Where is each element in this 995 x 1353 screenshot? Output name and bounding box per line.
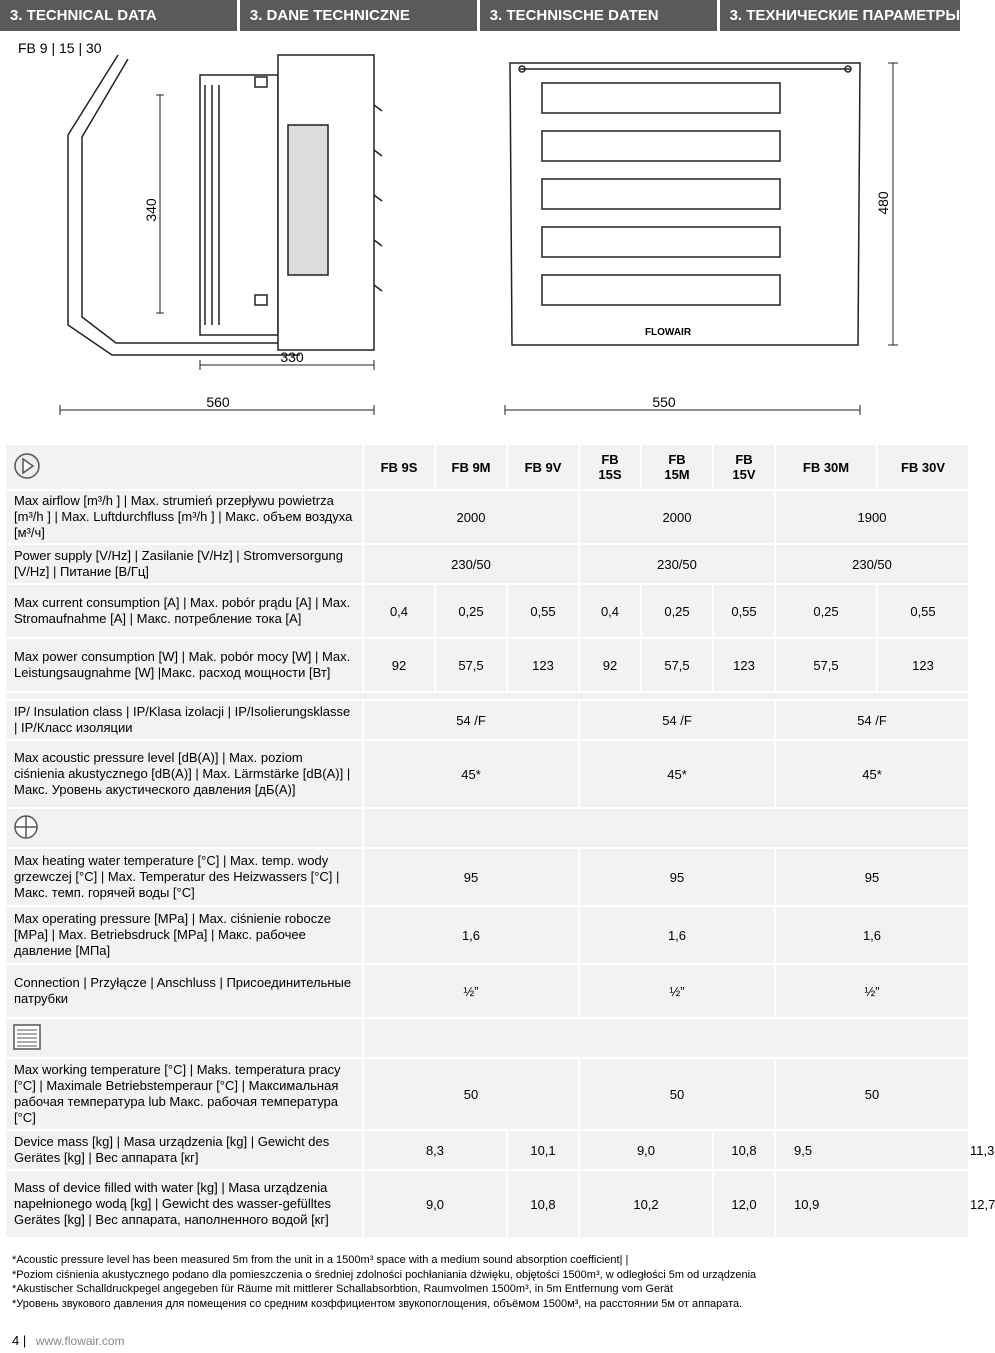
side-view	[68, 55, 382, 355]
value-work-temp-fb30: 50	[776, 1059, 968, 1129]
value-power: 57,5	[436, 639, 506, 691]
value-current: 0,25	[776, 585, 876, 637]
dim-550: 550	[652, 394, 676, 410]
value-current: 0,55	[878, 585, 968, 637]
row-airflow	[6, 491, 970, 543]
label-ip: IP/ Insulation class | IP/Klasa izolacji | IP/Isolierungsklasse | IP/Класс изоляции	[6, 701, 362, 739]
label-mass: Device mass [kg] | Masa urządzenia [kg] | Gewicht des Gerätes [kg] | Вес аппарата [кг]	[6, 1131, 362, 1169]
models-line: FB 9 | 15 | 30	[18, 40, 102, 56]
louver-icon-cell	[6, 1019, 362, 1057]
value-acoustic-fb9: 45*	[364, 741, 578, 807]
row-power	[6, 639, 970, 691]
col-header-fb30v: FB 30V	[878, 445, 968, 489]
value-water-temp-fb15: 95	[580, 849, 774, 905]
value-acoustic-fb30: 45*	[776, 741, 968, 807]
header-pl: 3. DANE TECHNICZNE	[240, 0, 477, 31]
value-airflow-fb15: 2000	[580, 491, 774, 543]
page-number: 4 |	[12, 1333, 27, 1348]
fan-icon-cell	[6, 445, 362, 489]
footnote-ru: *Уровень звукового давления для помещения со средним коэффициентом звукопоглощения, объёмом 1500м³, на расстоянии 5м от аппарата.	[12, 1297, 743, 1310]
row-gap	[6, 693, 970, 699]
value-connection-fb9: ½”	[364, 965, 578, 1017]
value-water-temp-fb30: 95	[776, 849, 968, 905]
gap-cell	[6, 693, 968, 699]
row-mass-water: Mass of device filled with water [kg] | Masa urządzenia napełnionego wodą [kg] | Gewicht des wasser-gefülltes Gerätes [kg] | Вес аппарата, наполненного водой [кг] 9,0 10,8 10,2 12,0 10,9 12,7	[6, 1171, 970, 1237]
heater-icon	[12, 813, 40, 841]
value-acoustic-fb15: 45*	[580, 741, 774, 807]
technical-drawing	[0, 55, 960, 425]
value-power: 57,5	[642, 639, 712, 691]
value-power: 123	[878, 639, 968, 691]
label-power-supply: Power supply [V/Hz] | Zasilanie [V/Hz] | Stromversorgung [V/Hz] | Питание [В/Гц]	[6, 545, 362, 583]
col-header-fb9v: FB 9V	[508, 445, 578, 489]
value-mass-water: 10,9	[776, 1171, 968, 1237]
row-mass: Device mass [kg] | Masa urządzenia [kg] | Gewicht des Gerätes [kg] | Вес аппарата [кг] 8,3 10,1 9,0 10,8 9,5 11,3	[6, 1131, 970, 1169]
label-work-temp: Max working temperature [°C] | Maks. temperatura pracy [°C] | Maximale Betriebstemperaur [°C] | Максимальная рабочая температура lub Макс. рабочая температура [°C]	[6, 1059, 362, 1129]
value-power-supply-fb15: 230/50	[580, 545, 774, 583]
dim-340: 340	[143, 198, 159, 222]
row-water-temp	[6, 849, 970, 905]
value-current: 0,25	[436, 585, 506, 637]
row-power-supply	[6, 545, 970, 583]
dim-560: 560	[206, 394, 230, 410]
value-mass-water: 10,2	[580, 1171, 712, 1237]
col-header-fb9m: FB 9M	[436, 445, 506, 489]
label-pressure: Max operating pressure [MPa] | Max. ciśnienie robocze [MPa] | Max. Betriebsdruck [MPa] | Макс. рабочее давление [МПа]	[6, 907, 362, 963]
row-louver-icon	[6, 1019, 970, 1057]
value-current: 0,25	[642, 585, 712, 637]
label-current: Max current consumption [A] | Max. pobór prądu [A] | Max. Stromaufnahme [A] | Макс. потребление тока [A]	[6, 585, 362, 637]
row-current	[6, 585, 970, 637]
header-en: 3. TECHNICAL DATA	[0, 0, 237, 31]
value-work-temp-fb9: 50	[364, 1059, 578, 1129]
value-current: 0,4	[580, 585, 640, 637]
footnote-en: *Acoustic pressure level has been measured 5m from the unit in a 1500m³ space with a medium sound absorption coefficient| |	[12, 1254, 629, 1266]
value-pressure-fb9: 1,6	[364, 907, 578, 963]
footnotes	[12, 1253, 756, 1311]
dim-330: 330	[280, 349, 304, 365]
row-heater-icon	[6, 809, 970, 847]
value-connection-fb30: ½”	[776, 965, 968, 1017]
spec-table	[4, 443, 995, 1239]
flowair-logo: FLOWAIR	[644, 327, 692, 338]
value-current: 0,4	[364, 585, 434, 637]
page-footer	[12, 1333, 125, 1348]
label-acoustic: Max acoustic pressure level [dB(A)] | Max. poziom ciśnienia akustycznego [dB(A)] | Max. Lärmstärke [dB(A)] | Макс. Уровень акустического давления [дБ(А)]	[6, 741, 362, 807]
col-header-fb9s: FB 9S	[364, 445, 434, 489]
value-mass-water: 10,8	[508, 1171, 578, 1237]
label-mass-water: Mass of device filled with water [kg] | Masa urządzenia napełnionego wodą [kg] | Gewicht des wasser-gefülltes Gerätes [kg] | Вес аппарата, наполненного водой [кг]	[6, 1171, 362, 1237]
value-current: 0,55	[714, 585, 774, 637]
value-work-temp-fb15: 50	[580, 1059, 774, 1129]
value-power: 123	[714, 639, 774, 691]
row-acoustic	[6, 741, 970, 807]
label-airflow: Max airflow [m³/h ] | Max. strumień przepływu powietrza [m³/h ] | Max. Luftdurchfluss [m³/h ] | Макс. объем воздуха [м³/ч]	[6, 491, 362, 543]
value-ip-fb30: 54 /F	[776, 701, 968, 739]
value-ip-fb9: 54 /F	[364, 701, 578, 739]
col-header-fb15s-b: 15S	[598, 467, 622, 482]
col-header-fb15s-a: FB	[601, 452, 619, 467]
row-ip	[6, 701, 970, 739]
louver-icon	[12, 1023, 42, 1051]
dim-480: 480	[875, 191, 891, 215]
footnote-pl: *Poziom ciśnienia akustycznego podano dla pomieszczenia o średniej zdolności pochłaniania dźwięku, objętości 1500m³, w odległości 5m od urządzenia	[12, 1268, 757, 1281]
heater-icon-cell	[6, 809, 362, 847]
value-pressure-fb30: 1,6	[776, 907, 968, 963]
value-mass: 10,1	[508, 1131, 578, 1169]
website-link[interactable]: www.flowair.com	[35, 1334, 125, 1348]
col-header-fb15m	[642, 445, 712, 489]
header-de: 3. TECHNISCHE DATEN	[480, 0, 717, 31]
value-power-supply-fb30: 230/50	[776, 545, 968, 583]
col-header-fb15m-a: FB	[668, 452, 686, 467]
label-power: Max power consumption [W] | Mak. pobór mocy [W] | Max. Leistungsaugnahme [W] |Макс. расход мощности [Вт]	[6, 639, 362, 691]
value-mass: 10,8	[714, 1131, 774, 1169]
value-power: 92	[580, 639, 640, 691]
value-mass-water: 12,0	[714, 1171, 774, 1237]
col-header-fb15v-b: 15V	[732, 467, 756, 482]
value-airflow-fb30: 1900	[776, 491, 968, 543]
value-ip-fb15: 54 /F	[580, 701, 774, 739]
front-view	[510, 63, 860, 345]
value-mass-water: 9,0	[364, 1171, 506, 1237]
value-mass: 8,3	[364, 1131, 506, 1169]
label-water-temp: Max heating water temperature [°C] | Max. temp. wody grzewczej [°C] | Max. Temperatur des Heizwassers [°C] | Макс. темп. горячей воды [°C]	[6, 849, 362, 905]
value-power: 123	[508, 639, 578, 691]
value-water-temp-fb9: 95	[364, 849, 578, 905]
row-work-temp	[6, 1059, 970, 1129]
value-mass: 9,0	[580, 1131, 712, 1169]
row-connection	[6, 965, 970, 1017]
value-pressure-fb15: 1,6	[580, 907, 774, 963]
value-power-supply-fb9: 230/50	[364, 545, 578, 583]
value-power: 92	[364, 639, 434, 691]
label-connection: Connection | Przyłącze | Anschluss | Присоединительные патрубки	[6, 965, 362, 1017]
col-header-fb15m-b: 15M	[664, 467, 690, 482]
table-header-row	[6, 445, 970, 489]
col-header-fb15s	[580, 445, 640, 489]
blank-cell	[364, 1019, 968, 1057]
value-connection-fb15: ½”	[580, 965, 774, 1017]
col-header-fb15v	[714, 445, 774, 489]
value-airflow-fb9: 2000	[364, 491, 578, 543]
value-current: 0,55	[508, 585, 578, 637]
fan-icon	[12, 451, 42, 481]
col-header-fb30m: FB 30M	[776, 445, 876, 489]
value-power: 57,5	[776, 639, 876, 691]
col-header-fb15v-a: FB	[735, 452, 753, 467]
value-mass: 9,5	[776, 1131, 968, 1169]
header-ru: 3. ТЕХНИЧЕСКИЕ ПАРАМЕТРЫ	[720, 0, 960, 31]
row-pressure	[6, 907, 970, 963]
section-header	[0, 0, 960, 31]
blank-cell	[364, 809, 968, 847]
footnote-de: *Akustischer Schalldruckpegel angegeben für Räume mit mittlerer Schallabsorbtion, Raumvolmen 1500m³, in 5m Entfernung vom Gerät	[12, 1283, 673, 1295]
